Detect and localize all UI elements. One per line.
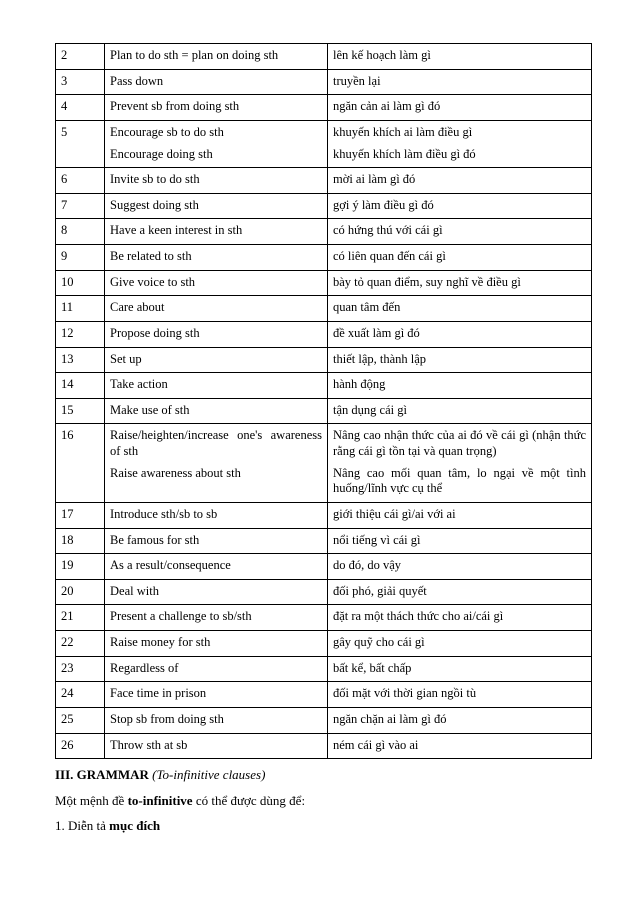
english-phrase: Propose doing sth [110, 325, 200, 340]
row-number-cell: 4 [56, 95, 105, 121]
vietnamese-meaning: khuyến khích ai làm điều gì [333, 124, 473, 139]
english-phrase: Raise/heighten/increase one's awareness of sth [110, 428, 322, 458]
english-phrase: Suggest doing sth [110, 197, 199, 212]
vietnamese-meaning-cell [328, 605, 592, 631]
vietnamese-meaning: ném cái gì vào ai [333, 737, 419, 752]
vietnamese-meaning: gây quỹ cho cái gì [333, 635, 425, 649]
vietnamese-meaning-cell [328, 193, 592, 219]
table-row [56, 120, 592, 167]
row-number-cell: 3 [56, 69, 105, 95]
english-phrase: Prevent sb from doing sth [110, 99, 240, 114]
vocabulary-table [55, 43, 592, 759]
row-number-cell: 20 [56, 579, 105, 605]
vietnamese-meaning: mời ai làm gì đó [333, 172, 416, 187]
english-phrase: Care about [110, 300, 165, 315]
vietnamese-meaning: ngăn chặn ai làm gì đó [333, 711, 447, 726]
row-number-cell: 18 [56, 528, 105, 554]
grammar-point-1-bold: mục đích [109, 818, 161, 834]
row-number-cell: 2 [56, 44, 105, 70]
vietnamese-meaning-cell [328, 373, 592, 399]
vietnamese-meaning: đối phó, giải quyết [333, 583, 427, 598]
vietnamese-meaning-cell [328, 44, 592, 70]
english-phrase-cell [105, 373, 328, 399]
english-phrase: As a result/consequence [110, 558, 231, 573]
english-phrase: Deal with [110, 583, 159, 598]
vietnamese-meaning-cell [328, 528, 592, 554]
english-phrase-cell [105, 347, 328, 373]
row-number-cell: 25 [56, 707, 105, 733]
english-phrase: Introduce sth/sb to sb [110, 506, 218, 521]
english-phrase: Have a keen interest in sth [110, 223, 243, 238]
english-phrase: Pass down [110, 73, 164, 88]
table-row [56, 245, 592, 271]
table-row [56, 44, 592, 70]
vietnamese-meaning-cell [328, 270, 592, 296]
english-phrase: Stop sb from doing sth [110, 711, 224, 726]
english-phrase-cell [105, 245, 328, 271]
table-row [56, 321, 592, 347]
row-number-cell: 9 [56, 245, 105, 271]
table-row [56, 296, 592, 322]
grammar-heading [55, 767, 305, 783]
vietnamese-meaning: khuyến khích làm điều gì đó [333, 146, 476, 161]
vietnamese-meaning: ngăn cản ai làm gì đó [333, 99, 441, 114]
vietnamese-meaning: Nâng cao nhận thức của ai đó về cái gì (nhận thức rằng cái gì tồn tại và quan trọng) [333, 428, 586, 458]
english-phrase-cell [105, 631, 328, 657]
english-phrase: Take action [110, 377, 168, 392]
english-phrase: Regardless of [110, 660, 179, 675]
row-number-cell: 7 [56, 193, 105, 219]
vietnamese-meaning-cell [328, 554, 592, 580]
vietnamese-meaning: hành động [333, 377, 386, 392]
vietnamese-meaning: thiết lập, thành lập [333, 351, 427, 366]
vietnamese-meaning: tận dụng cái gì [333, 402, 407, 417]
grammar-intro-after: có thể được dùng để: [192, 792, 306, 808]
vietnamese-meaning: bất kể, bất chấp [333, 660, 412, 675]
vietnamese-meaning: có hứng thú với cái gì [333, 223, 443, 238]
row-number-cell: 21 [56, 605, 105, 631]
english-phrase-cell [105, 296, 328, 322]
row-number-cell: 22 [56, 631, 105, 657]
table-row [56, 733, 592, 759]
vietnamese-meaning-cell [328, 579, 592, 605]
english-phrase-cell [105, 733, 328, 759]
vietnamese-meaning-cell [328, 245, 592, 271]
row-number-cell: 16 [56, 424, 105, 503]
grammar-heading-title: III. GRAMMAR [55, 767, 149, 782]
vietnamese-meaning: giới thiệu cái gì/ai với ai [333, 506, 456, 521]
english-phrase-cell [105, 44, 328, 70]
english-phrase: Give voice to sth [110, 274, 196, 289]
vietnamese-meaning: bày tỏ quan điểm, suy nghĩ về điều gì [333, 274, 521, 289]
table-row [56, 707, 592, 733]
vietnamese-meaning: do đó, do vậy [333, 558, 402, 573]
english-phrase-cell [105, 502, 328, 528]
vietnamese-meaning: nổi tiếng vì cái gì [333, 532, 421, 547]
english-phrase: Present a challenge to sb/sth [110, 609, 252, 624]
row-number-cell: 12 [56, 321, 105, 347]
vietnamese-meaning: đặt ra một thách thức cho ai/cái gì [333, 609, 504, 624]
row-number-cell: 19 [56, 554, 105, 580]
english-phrase: Raise money for sth [110, 635, 211, 649]
row-number-cell: 10 [56, 270, 105, 296]
vietnamese-meaning-cell [328, 424, 592, 503]
table-row [56, 270, 592, 296]
row-number-cell: 14 [56, 373, 105, 399]
table-row [56, 398, 592, 424]
table-row [56, 347, 592, 373]
vietnamese-meaning: truyền lại [333, 73, 381, 88]
row-number-cell: 15 [56, 398, 105, 424]
row-number-cell: 26 [56, 733, 105, 759]
row-number-cell: 13 [56, 347, 105, 373]
english-phrase-cell [105, 656, 328, 682]
english-phrase: Encourage sb to do sth [110, 124, 224, 139]
table-row [56, 95, 592, 121]
grammar-heading-note: (To-infinitive clauses) [152, 767, 266, 782]
row-number-cell: 24 [56, 682, 105, 708]
vietnamese-meaning: quan tâm đến [333, 300, 401, 315]
table-row [56, 219, 592, 245]
grammar-section [55, 767, 305, 844]
english-phrase-cell [105, 95, 328, 121]
vietnamese-meaning-cell [328, 502, 592, 528]
english-phrase: Make use of sth [110, 402, 190, 417]
english-phrase: Face time in prison [110, 686, 207, 701]
vietnamese-meaning: gợi ý làm điều gì đó [333, 197, 434, 212]
vietnamese-meaning: đối mặt với thời gian ngồi tù [333, 686, 477, 701]
table-row [56, 193, 592, 219]
vietnamese-meaning-cell [328, 219, 592, 245]
vietnamese-meaning: đề xuất làm gì đó [333, 325, 420, 340]
english-phrase: Encourage doing sth [110, 146, 213, 161]
table-row [56, 579, 592, 605]
english-phrase: Throw sth at sb [110, 737, 188, 752]
table-row [56, 554, 592, 580]
table-row [56, 656, 592, 682]
vietnamese-meaning-cell [328, 631, 592, 657]
vietnamese-meaning-cell [328, 682, 592, 708]
vietnamese-meaning-cell [328, 296, 592, 322]
english-phrase-cell [105, 270, 328, 296]
row-number-cell: 8 [56, 219, 105, 245]
vietnamese-meaning-cell [328, 347, 592, 373]
english-phrase: Raise awareness about sth [110, 465, 241, 480]
english-phrase-cell [105, 219, 328, 245]
english-phrase-cell [105, 579, 328, 605]
vietnamese-meaning-cell [328, 707, 592, 733]
vietnamese-meaning-cell [328, 398, 592, 424]
vietnamese-meaning: Nâng cao mối quan tâm, lo ngại về một tình huống/lĩnh vực cụ thể [333, 465, 586, 496]
english-phrase: Be famous for sth [110, 532, 200, 547]
table-row [56, 682, 592, 708]
english-phrase: Set up [110, 351, 142, 366]
grammar-point-1 [55, 818, 305, 834]
table-row [56, 528, 592, 554]
table-row [56, 631, 592, 657]
vietnamese-meaning: có liên quan đến cái gì [333, 249, 446, 263]
english-phrase-cell [105, 424, 328, 503]
english-phrase-cell [105, 707, 328, 733]
grammar-intro-bold: to-infinitive [127, 792, 193, 808]
grammar-intro-before: Một mệnh đề [55, 792, 128, 808]
english-phrase-cell [105, 69, 328, 95]
vietnamese-meaning-cell [328, 69, 592, 95]
vietnamese-meaning: lên kế hoạch làm gì [333, 48, 431, 62]
vietnamese-meaning-cell [328, 733, 592, 759]
english-phrase-cell [105, 168, 328, 194]
english-phrase-cell [105, 120, 328, 167]
english-phrase: Be related to sth [110, 249, 192, 263]
vocabulary-table-body [56, 44, 592, 759]
english-phrase: Invite sb to do sth [110, 172, 200, 187]
table-row [56, 502, 592, 528]
english-phrase-cell [105, 398, 328, 424]
vietnamese-meaning-cell [328, 120, 592, 167]
vietnamese-meaning-cell [328, 95, 592, 121]
english-phrase-cell [105, 193, 328, 219]
english-phrase-cell [105, 554, 328, 580]
table-row [56, 69, 592, 95]
english-phrase-cell [105, 528, 328, 554]
english-phrase: Plan to do sth = plan on doing sth [110, 48, 279, 62]
grammar-intro [55, 793, 305, 809]
grammar-point-1-prefix: 1. Diễn tả [55, 818, 110, 834]
row-number-cell: 5 [56, 120, 105, 167]
english-phrase-cell [105, 605, 328, 631]
table-row [56, 373, 592, 399]
english-phrase-cell [105, 682, 328, 708]
row-number-cell: 6 [56, 168, 105, 194]
english-phrase-cell [105, 321, 328, 347]
vietnamese-meaning-cell [328, 321, 592, 347]
vietnamese-meaning-cell [328, 656, 592, 682]
table-row [56, 605, 592, 631]
table-row [56, 424, 592, 503]
row-number-cell: 23 [56, 656, 105, 682]
row-number-cell: 11 [56, 296, 105, 322]
row-number-cell: 17 [56, 502, 105, 528]
vietnamese-meaning-cell [328, 168, 592, 194]
table-row [56, 168, 592, 194]
